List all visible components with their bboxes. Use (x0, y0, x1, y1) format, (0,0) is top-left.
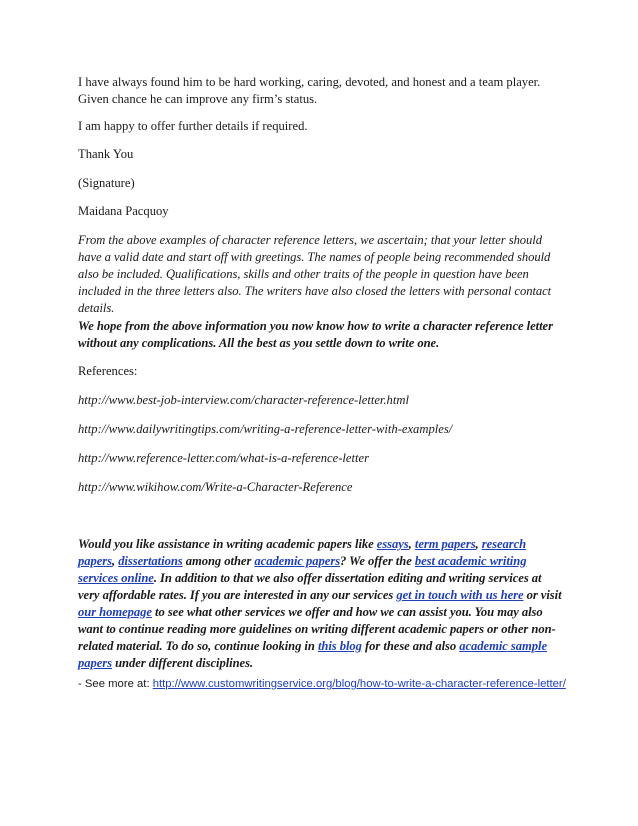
promo-text: , (111, 554, 119, 568)
dissertations-link[interactable]: dissertations (118, 554, 183, 568)
promo-text: ? We offer the (340, 554, 415, 568)
research-papers-link[interactable]: papers (78, 554, 112, 568)
promo-text: . In addition to that we also offer dissertation editing and writing services at (153, 571, 542, 585)
contact-link[interactable]: get in touch with us here (396, 588, 524, 602)
promo-text: , (475, 537, 482, 551)
text-line: I have always found him to be hard working, caring, devoted, and honest and a team player. (78, 75, 541, 89)
letter-signatory-name: Maidana Pacquoy (78, 204, 169, 218)
promo-text: , (408, 537, 415, 551)
text-line: From the above examples of character reference letters, we ascertain; that your letter should (78, 233, 543, 247)
letter-offer-line: I am happy to offer further details if required. (78, 119, 308, 133)
best-academic-writing-link[interactable]: services online (78, 571, 154, 585)
promo-text: very affordable rates. If you are interested in any our services (78, 588, 397, 602)
analysis-paragraph (78, 232, 568, 317)
text-line: without any complications. All the best as you settle down to write one. (78, 336, 440, 350)
text-line: Given chance he can improve any firm’s status. (78, 92, 318, 106)
promo-text: for these and also (361, 639, 460, 653)
text-line: also be included. Qualifications, skills and other traits of the people in question have been (78, 267, 529, 281)
text-line: have a valid date and start off with greetings. The names of people being recommended should (78, 250, 551, 264)
text-line: included in the three letters also. The writers have also closed the letters with personal contact (78, 284, 552, 298)
reference-item: http://www.reference-letter.com/what-is-a-reference-letter (78, 451, 369, 465)
research-papers-link[interactable]: research (481, 537, 527, 551)
blog-link[interactable]: this blog (317, 639, 362, 653)
promo-text: to see what other services we offer and how we can assist you. You may also (151, 605, 543, 619)
letter-signature-placeholder: (Signature) (78, 176, 135, 190)
promo-text: or visit (523, 588, 562, 602)
homepage-link[interactable]: our homepage (78, 605, 152, 619)
letter-thanks: Thank You (78, 147, 134, 161)
academic-papers-link[interactable]: academic papers (254, 554, 341, 568)
source-url-link[interactable]: http://www.customwritingservice.org/blog/how-to-write-a-character-reference-letter/ (152, 678, 566, 690)
term-papers-link[interactable]: term papers (414, 537, 476, 551)
text-line: details. (78, 301, 115, 315)
essays-link[interactable]: essays (376, 537, 409, 551)
references-heading: References: (78, 364, 138, 378)
letter-paragraph-closing (78, 74, 568, 108)
see-more-line (78, 676, 568, 693)
conclusion-paragraph (78, 318, 568, 352)
promo-text: want to continue reading more guidelines on writing different academic papers or other non- (78, 622, 556, 636)
academic-sample-papers-link[interactable]: academic sample (459, 639, 547, 653)
reference-item: http://www.wikihow.com/Write-a-Character-Reference (78, 480, 353, 494)
academic-sample-papers-link[interactable]: papers (78, 656, 112, 670)
text-line: We hope from the above information you now know how to write a character reference letter (78, 319, 553, 333)
best-academic-writing-link[interactable]: best academic writing (414, 554, 527, 568)
promo-text: under different disciplines. (111, 656, 254, 670)
promo-paragraph (78, 536, 568, 672)
reference-item: http://www.best-job-interview.com/character-reference-letter.html (78, 393, 409, 407)
promo-text: related material. To do so, continue looking in (78, 639, 318, 653)
reference-item: http://www.dailywritingtips.com/writing-a-reference-letter-with-examples/ (78, 422, 453, 436)
see-more-prefix: - See more at: (78, 678, 153, 690)
promo-text: among other (182, 554, 255, 568)
promo-text: Would you like assistance in writing academic papers like (78, 537, 377, 551)
